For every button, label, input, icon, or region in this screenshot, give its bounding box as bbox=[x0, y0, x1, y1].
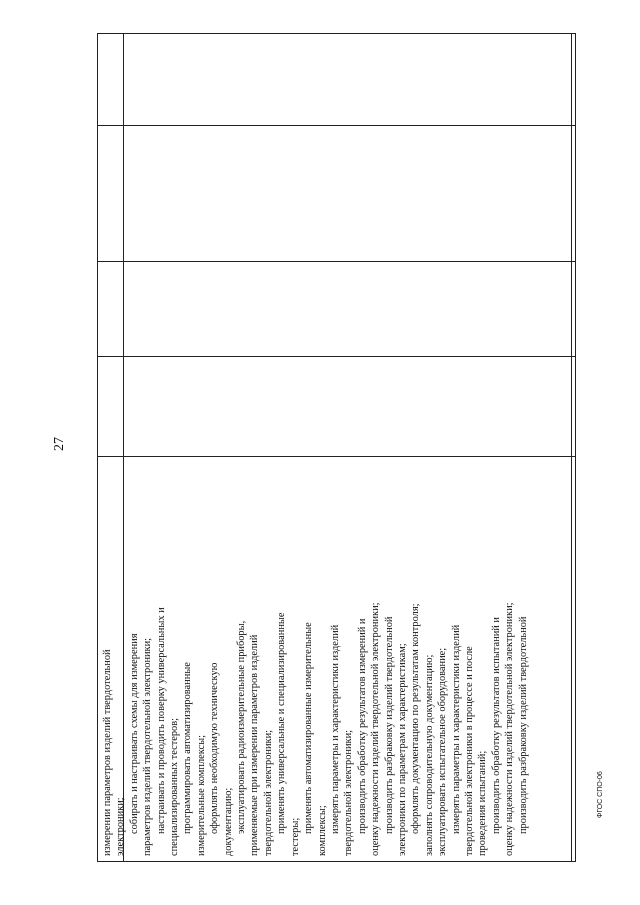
text-line: настраивать и проводить поверку универсальных и bbox=[155, 607, 167, 834]
text-line: электроники; bbox=[115, 797, 127, 856]
text-line: заполнять сопроводительную документацию; bbox=[423, 654, 435, 856]
text-line: твердотельной электроники; bbox=[262, 729, 274, 856]
row-divider bbox=[97, 125, 576, 126]
text-line: измерять параметры и характеристики изделий bbox=[450, 624, 462, 834]
text-line: оформлять необходимую техническую bbox=[209, 662, 221, 834]
text-line: специализированных тестеров; bbox=[169, 717, 181, 856]
text-line: твердотельной электроники; bbox=[343, 729, 355, 856]
row-divider bbox=[97, 356, 576, 357]
text-line: применяемые при измерении параметров изделий bbox=[249, 634, 261, 856]
text-line: программировать автоматизированные bbox=[182, 662, 194, 834]
text-line: собирать и настраивать схемы для измерения bbox=[128, 633, 140, 834]
text-line: эксплуатировать испытательное оборудование; bbox=[437, 647, 449, 856]
text-line: производить обработку результатов измерений и bbox=[356, 618, 368, 834]
text-line: эксплуатировать радиоизмерительные приборы, bbox=[236, 620, 248, 834]
text-line: комплексы; bbox=[316, 805, 328, 856]
competencies-text bbox=[97, 456, 576, 862]
competencies-cell bbox=[97, 456, 576, 862]
text-line: применять универсальные и специализированные bbox=[276, 612, 288, 834]
text-line: производить обработку результатов испытаний и bbox=[490, 617, 502, 834]
document-code-text: ФГОС СПО-06 bbox=[597, 771, 604, 818]
text-line: электроники по параметрам и характеристикам; bbox=[396, 643, 408, 856]
page-number bbox=[50, 436, 70, 452]
text-line: тестеры; bbox=[289, 817, 301, 856]
document-code bbox=[597, 771, 640, 825]
row-divider bbox=[97, 261, 576, 262]
text-line: производить разбраковку изделий твердотельной bbox=[383, 616, 395, 834]
text-line: применять автоматизированные измерительные bbox=[303, 622, 315, 834]
text-line: документацию; bbox=[222, 787, 234, 856]
text-line: измерительные комплексы; bbox=[195, 734, 207, 856]
text-line: измерении параметров изделий твердотельной bbox=[102, 649, 113, 856]
text-line: оформлять документацию по результатам контроля; bbox=[410, 603, 422, 834]
text-line: оценку надежности изделий твердотельной электроники; bbox=[504, 602, 516, 856]
text-line: производить разбраковку изделий твердотельной bbox=[517, 616, 529, 834]
page-number-text: 27 bbox=[52, 437, 67, 451]
text-line: параметров изделий твердотельной электроники; bbox=[142, 637, 154, 856]
text-line: твердотельной электроники в процессе и после bbox=[463, 646, 475, 856]
text-line: оценку надежности изделий твердотельной электроники; bbox=[370, 602, 382, 856]
text-line: проведения испытаний; bbox=[477, 750, 489, 856]
text-line: измерять параметры и характеристики изделий bbox=[329, 624, 341, 834]
